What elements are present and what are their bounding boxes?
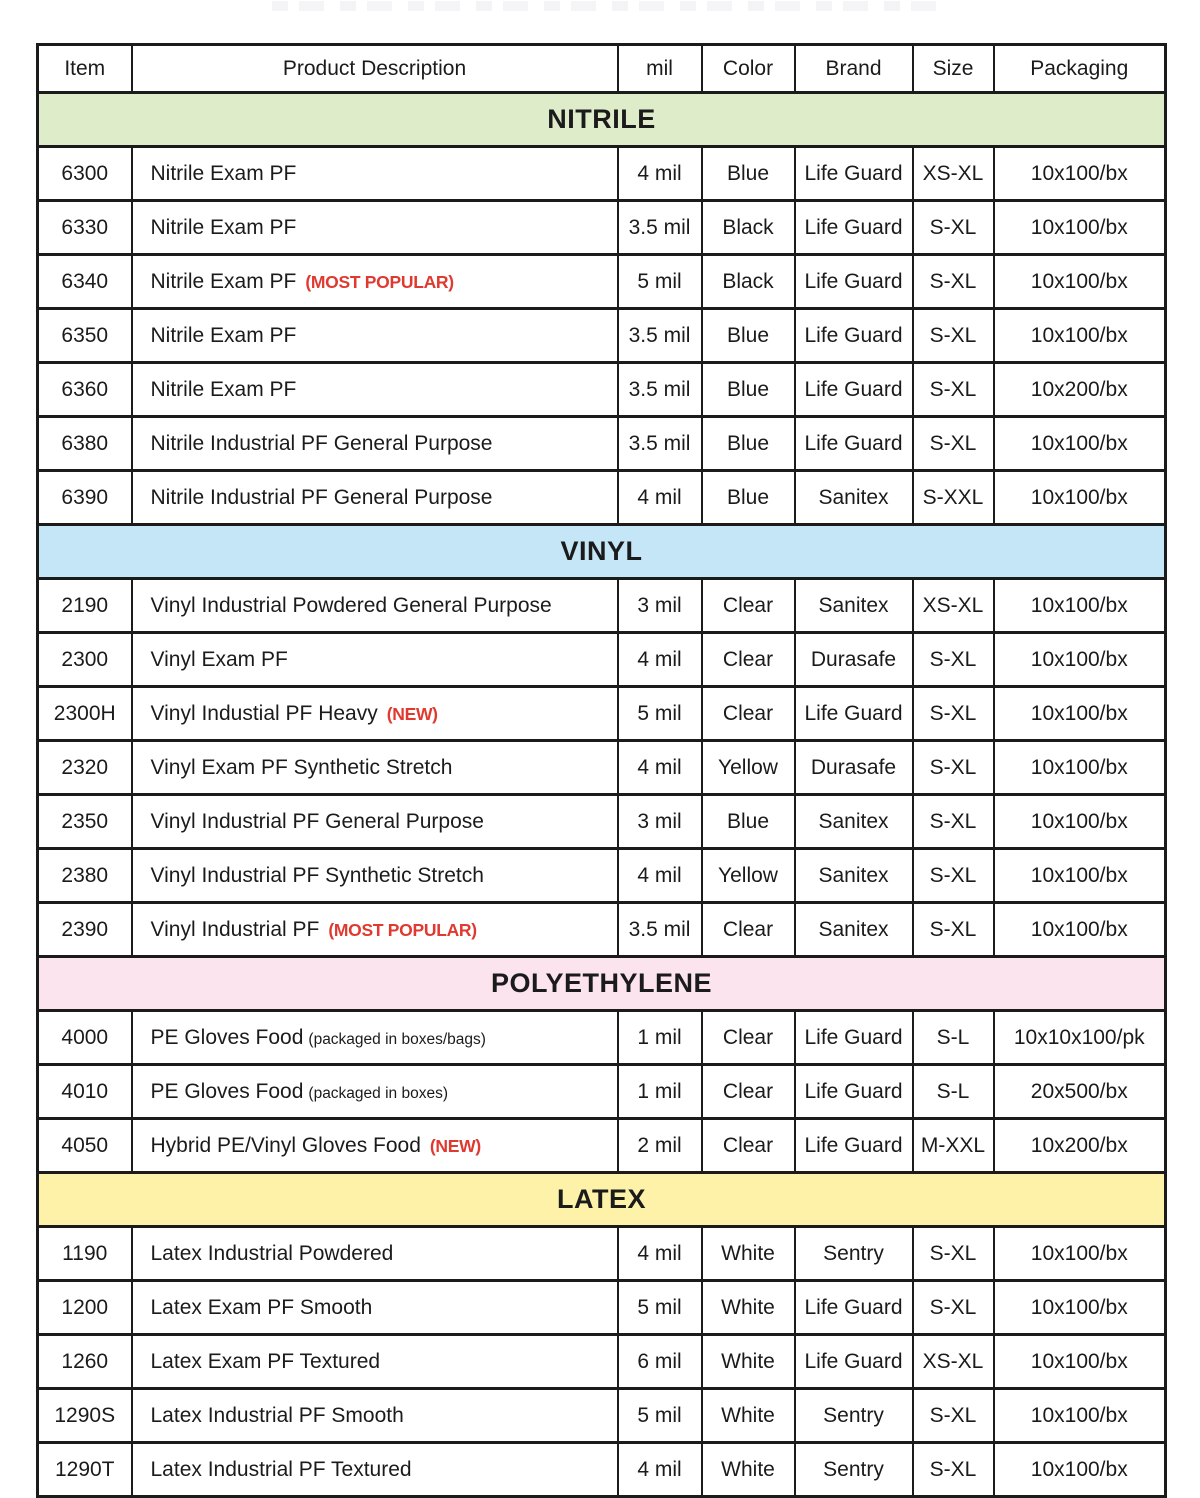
brand-cell: Durasafe xyxy=(795,633,913,687)
product-row xyxy=(38,471,1166,525)
size-cell: S-XXL xyxy=(913,471,994,525)
column-header-brand: Brand xyxy=(795,45,913,93)
mil-cell: 3.5 mil xyxy=(618,201,702,255)
product-row xyxy=(38,633,1166,687)
product-row xyxy=(38,741,1166,795)
highlight-badge: (MOST POPULAR) xyxy=(305,271,454,292)
color-cell: White xyxy=(702,1389,795,1443)
item-cell: 2320 xyxy=(38,741,132,795)
size-cell: XS-XL xyxy=(913,579,994,633)
description-cell xyxy=(132,1011,618,1065)
product-description: Nitrile Exam PF xyxy=(150,323,297,347)
column-header-description: Product Description xyxy=(132,45,618,93)
product-row xyxy=(38,1065,1166,1119)
color-cell: Clear xyxy=(702,1065,795,1119)
color-cell: Blue xyxy=(702,417,795,471)
product-row xyxy=(38,579,1166,633)
brand-cell: Sanitex xyxy=(795,471,913,525)
product-row xyxy=(38,1335,1166,1389)
color-cell: Blue xyxy=(702,147,795,201)
brand-cell: Life Guard xyxy=(795,1281,913,1335)
brand-cell: Sanitex xyxy=(795,849,913,903)
section-row-latex xyxy=(38,1173,1166,1227)
color-cell: Clear xyxy=(702,1011,795,1065)
item-cell: 6330 xyxy=(38,201,132,255)
column-header-item: Item xyxy=(38,45,132,93)
size-cell: S-XL xyxy=(913,1281,994,1335)
product-row xyxy=(38,309,1166,363)
item-cell: 6390 xyxy=(38,471,132,525)
size-cell: S-XL xyxy=(913,309,994,363)
brand-cell: Durasafe xyxy=(795,741,913,795)
section-label: NITRILE xyxy=(38,93,1166,147)
mil-cell: 5 mil xyxy=(618,1281,702,1335)
mil-cell: 4 mil xyxy=(618,1443,702,1497)
mil-cell: 1 mil xyxy=(618,1065,702,1119)
product-description: Nitrile Exam PF xyxy=(150,161,297,185)
color-cell: Clear xyxy=(702,633,795,687)
product-row xyxy=(38,849,1166,903)
description-cell xyxy=(132,201,618,255)
product-row xyxy=(38,1281,1166,1335)
brand-cell: Life Guard xyxy=(795,201,913,255)
packaging-cell: 10x100/bx xyxy=(994,903,1166,957)
column-header-color: Color xyxy=(702,45,795,93)
description-cell xyxy=(132,633,618,687)
product-row xyxy=(38,1011,1166,1065)
packaging-cell: 10x100/bx xyxy=(994,1281,1166,1335)
size-cell: S-XL xyxy=(913,1443,994,1497)
description-cell xyxy=(132,795,618,849)
mil-cell: 4 mil xyxy=(618,741,702,795)
packaging-cell: 10x100/bx xyxy=(994,579,1166,633)
product-description: Vinyl Industial PF Heavy xyxy=(150,701,378,725)
size-cell: S-XL xyxy=(913,849,994,903)
item-cell: 2300H xyxy=(38,687,132,741)
highlight-badge: (NEW) xyxy=(386,703,438,724)
packaging-cell: 10x100/bx xyxy=(994,1389,1166,1443)
size-cell: S-XL xyxy=(913,417,994,471)
description-cell xyxy=(132,255,618,309)
mil-cell: 2 mil xyxy=(618,1119,702,1173)
item-cell: 4010 xyxy=(38,1065,132,1119)
product-description: Nitrile Industrial PF General Purpose xyxy=(150,485,493,509)
mil-cell: 4 mil xyxy=(618,471,702,525)
color-cell: Blue xyxy=(702,471,795,525)
item-cell: 2390 xyxy=(38,903,132,957)
packaging-cell: 10x100/bx xyxy=(994,1227,1166,1281)
size-cell: XS-XL xyxy=(913,1335,994,1389)
color-cell: Black xyxy=(702,201,795,255)
product-description: PE Gloves Food xyxy=(150,1025,304,1049)
description-note: (packaged in boxes) xyxy=(308,1084,448,1102)
description-cell xyxy=(132,1065,618,1119)
packaging-cell: 10x100/bx xyxy=(994,633,1166,687)
mil-cell: 3.5 mil xyxy=(618,309,702,363)
color-cell: White xyxy=(702,1281,795,1335)
size-cell: S-XL xyxy=(913,633,994,687)
description-cell xyxy=(132,1227,618,1281)
description-cell xyxy=(132,1281,618,1335)
packaging-cell: 10x100/bx xyxy=(994,1335,1166,1389)
product-description: Nitrile Exam PF xyxy=(150,215,297,239)
packaging-cell: 10x100/bx xyxy=(994,687,1166,741)
mil-cell: 5 mil xyxy=(618,1389,702,1443)
brand-cell: Life Guard xyxy=(795,255,913,309)
product-row xyxy=(38,363,1166,417)
product-row xyxy=(38,687,1166,741)
color-cell: White xyxy=(702,1443,795,1497)
description-note: (packaged in boxes/bags) xyxy=(308,1030,486,1048)
size-cell: S-XL xyxy=(913,903,994,957)
description-cell xyxy=(132,1443,618,1497)
brand-cell: Sentry xyxy=(795,1389,913,1443)
item-cell: 2380 xyxy=(38,849,132,903)
size-cell: S-XL xyxy=(913,363,994,417)
table-header xyxy=(38,45,1166,93)
brand-cell: Sanitex xyxy=(795,795,913,849)
section-row-nitrile xyxy=(38,93,1166,147)
packaging-cell: 10x100/bx xyxy=(994,417,1166,471)
packaging-cell: 10x100/bx xyxy=(994,795,1166,849)
color-cell: Black xyxy=(702,255,795,309)
mil-cell: 3 mil xyxy=(618,795,702,849)
packaging-cell: 10x100/bx xyxy=(994,147,1166,201)
color-cell: Yellow xyxy=(702,849,795,903)
product-row xyxy=(38,903,1166,957)
description-cell xyxy=(132,147,618,201)
brand-cell: Life Guard xyxy=(795,687,913,741)
mil-cell: 4 mil xyxy=(618,147,702,201)
product-row xyxy=(38,1389,1166,1443)
brand-cell: Life Guard xyxy=(795,1335,913,1389)
section-label: LATEX xyxy=(38,1173,1166,1227)
brand-cell: Life Guard xyxy=(795,1011,913,1065)
product-description: Vinyl Industrial PF xyxy=(150,917,320,941)
item-cell: 2350 xyxy=(38,795,132,849)
color-cell: White xyxy=(702,1335,795,1389)
item-cell: 1290S xyxy=(38,1389,132,1443)
product-row xyxy=(38,147,1166,201)
brand-cell: Sentry xyxy=(795,1443,913,1497)
mil-cell: 3.5 mil xyxy=(618,903,702,957)
column-header-size: Size xyxy=(913,45,994,93)
packaging-cell: 10x100/bx xyxy=(994,1443,1166,1497)
product-description: Latex Exam PF Smooth xyxy=(150,1295,373,1319)
section-row-vinyl xyxy=(38,525,1166,579)
product-description: Vinyl Industrial Powdered General Purpose xyxy=(150,593,552,617)
size-cell: S-XL xyxy=(913,1227,994,1281)
brand-cell: Sentry xyxy=(795,1227,913,1281)
packaging-cell: 10x100/bx xyxy=(994,849,1166,903)
description-cell xyxy=(132,1335,618,1389)
cropped-title-remnant xyxy=(272,1,944,11)
description-cell xyxy=(132,687,618,741)
color-cell: Yellow xyxy=(702,741,795,795)
packaging-cell: 20x500/bx xyxy=(994,1065,1166,1119)
mil-cell: 3.5 mil xyxy=(618,417,702,471)
item-cell: 6340 xyxy=(38,255,132,309)
product-row xyxy=(38,255,1166,309)
product-description: Latex Exam PF Textured xyxy=(150,1349,381,1373)
brand-cell: Life Guard xyxy=(795,309,913,363)
description-cell xyxy=(132,1119,618,1173)
mil-cell: 4 mil xyxy=(618,1227,702,1281)
packaging-cell: 10x200/bx xyxy=(994,363,1166,417)
packaging-cell: 10x100/bx xyxy=(994,255,1166,309)
product-description: Vinyl Exam PF xyxy=(150,647,288,671)
item-cell: 1260 xyxy=(38,1335,132,1389)
size-cell: S-XL xyxy=(913,741,994,795)
item-cell: 2190 xyxy=(38,579,132,633)
size-cell: XS-XL xyxy=(913,147,994,201)
size-cell: S-XL xyxy=(913,687,994,741)
size-cell: S-XL xyxy=(913,255,994,309)
color-cell: Blue xyxy=(702,363,795,417)
mil-cell: 4 mil xyxy=(618,633,702,687)
brand-cell: Life Guard xyxy=(795,1119,913,1173)
description-cell xyxy=(132,309,618,363)
brand-cell: Sanitex xyxy=(795,903,913,957)
product-table xyxy=(36,43,1167,1498)
product-description: Vinyl Industrial PF General Purpose xyxy=(150,809,484,833)
product-table-body xyxy=(38,93,1166,1497)
description-cell xyxy=(132,903,618,957)
product-row xyxy=(38,201,1166,255)
item-cell: 1290T xyxy=(38,1443,132,1497)
product-description: PE Gloves Food xyxy=(150,1079,304,1103)
section-row-polyethylene xyxy=(38,957,1166,1011)
color-cell: Blue xyxy=(702,795,795,849)
size-cell: M-XXL xyxy=(913,1119,994,1173)
product-description: Nitrile Exam PF xyxy=(150,377,297,401)
item-cell: 6350 xyxy=(38,309,132,363)
mil-cell: 5 mil xyxy=(618,255,702,309)
column-header-mil: mil xyxy=(618,45,702,93)
mil-cell: 4 mil xyxy=(618,849,702,903)
item-cell: 1200 xyxy=(38,1281,132,1335)
brand-cell: Sanitex xyxy=(795,579,913,633)
product-description: Latex Industrial PF Smooth xyxy=(150,1403,404,1427)
product-description: Latex Industrial PF Textured xyxy=(150,1457,412,1481)
product-row xyxy=(38,417,1166,471)
brand-cell: Life Guard xyxy=(795,1065,913,1119)
product-description: Vinyl Industrial PF Synthetic Stretch xyxy=(150,863,484,887)
mil-cell: 3.5 mil xyxy=(618,363,702,417)
product-row xyxy=(38,1443,1166,1497)
product-description: Hybrid PE/Vinyl Gloves Food xyxy=(150,1133,421,1157)
item-cell: 6380 xyxy=(38,417,132,471)
header-row xyxy=(38,45,1166,93)
section-label: VINYL xyxy=(38,525,1166,579)
item-cell: 1190 xyxy=(38,1227,132,1281)
packaging-cell: 10x100/bx xyxy=(994,471,1166,525)
packaging-cell: 10x100/bx xyxy=(994,741,1166,795)
item-cell: 4000 xyxy=(38,1011,132,1065)
color-cell: Clear xyxy=(702,1119,795,1173)
packaging-cell: 10x100/bx xyxy=(994,201,1166,255)
description-cell xyxy=(132,471,618,525)
mil-cell: 3 mil xyxy=(618,579,702,633)
brand-cell: Life Guard xyxy=(795,363,913,417)
brand-cell: Life Guard xyxy=(795,147,913,201)
item-cell: 6360 xyxy=(38,363,132,417)
product-row xyxy=(38,1119,1166,1173)
color-cell: Clear xyxy=(702,903,795,957)
size-cell: S-XL xyxy=(913,795,994,849)
size-cell: S-XL xyxy=(913,1389,994,1443)
packaging-cell: 10x10x100/pk xyxy=(994,1011,1166,1065)
description-cell xyxy=(132,1389,618,1443)
color-cell: Blue xyxy=(702,309,795,363)
color-cell: Clear xyxy=(702,687,795,741)
size-cell: S-XL xyxy=(913,201,994,255)
item-cell: 6300 xyxy=(38,147,132,201)
item-cell: 4050 xyxy=(38,1119,132,1173)
description-cell xyxy=(132,363,618,417)
description-cell xyxy=(132,741,618,795)
product-description: Nitrile Industrial PF General Purpose xyxy=(150,431,493,455)
mil-cell: 5 mil xyxy=(618,687,702,741)
description-cell xyxy=(132,579,618,633)
product-description: Latex Industrial Powdered xyxy=(150,1241,394,1265)
mil-cell: 1 mil xyxy=(618,1011,702,1065)
item-cell: 2300 xyxy=(38,633,132,687)
brand-cell: Life Guard xyxy=(795,417,913,471)
section-label: POLYETHYLENE xyxy=(38,957,1166,1011)
product-row xyxy=(38,1227,1166,1281)
size-cell: S-L xyxy=(913,1065,994,1119)
description-cell xyxy=(132,849,618,903)
color-cell: Clear xyxy=(702,579,795,633)
mil-cell: 6 mil xyxy=(618,1335,702,1389)
highlight-badge: (MOST POPULAR) xyxy=(328,919,477,940)
packaging-cell: 10x200/bx xyxy=(994,1119,1166,1173)
product-description: Vinyl Exam PF Synthetic Stretch xyxy=(150,755,453,779)
column-header-packaging: Packaging xyxy=(994,45,1166,93)
description-cell xyxy=(132,417,618,471)
size-cell: S-L xyxy=(913,1011,994,1065)
product-description: Nitrile Exam PF xyxy=(150,269,297,293)
packaging-cell: 10x100/bx xyxy=(994,309,1166,363)
product-row xyxy=(38,795,1166,849)
highlight-badge: (NEW) xyxy=(429,1135,481,1156)
color-cell: White xyxy=(702,1227,795,1281)
